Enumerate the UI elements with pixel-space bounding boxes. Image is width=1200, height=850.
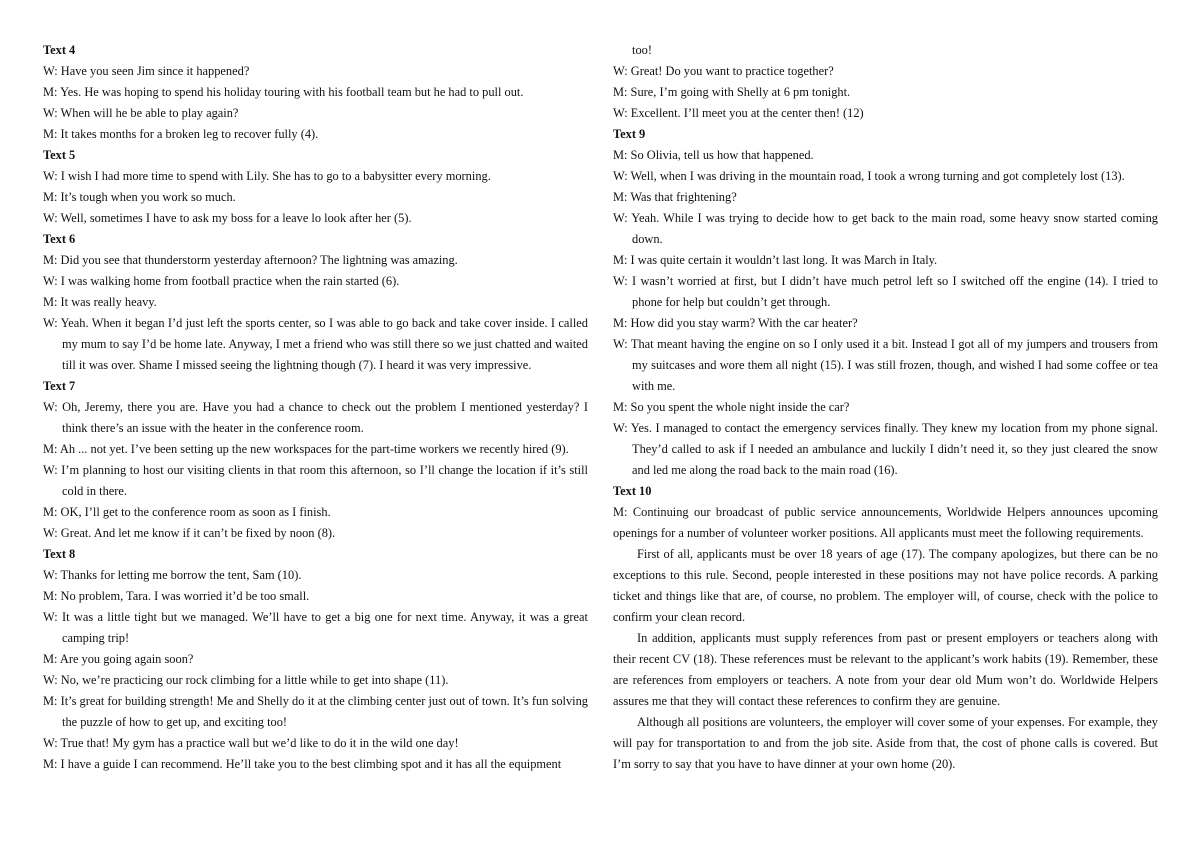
dialogue-line: W: I wasn’t worried at first, but I didn’t have much petrol left so I switched off the engine (14). I tried to phone for help but couldn’t get through. [613,274,1158,309]
dialogue-line: W: When will he be able to play again? [43,106,239,120]
section-heading: Text 9 [613,127,646,141]
dialogue-line: W: I wish I had more time to spend with Lily. She has to go to a babysitter every morning. [43,169,491,183]
dialogue-line: W: I’m planning to host our visiting clients in that room this afternoon, so I’ll change the location if it’s still cold in there. [43,463,588,498]
section-heading: Text 6 [43,232,76,246]
dialogue-line: M: I was quite certain it wouldn’t last long. It was March in Italy. [613,253,938,267]
dialogue-line: W: Well, when I was driving in the mountain road, I took a wrong turning and got completely lost (13). [613,169,1125,183]
dialogue-line: W: Excellent. I’ll meet you at the center then! (12) [613,106,864,120]
dialogue-line: W: I was walking home from football practice when the rain started (6). [43,274,400,288]
right-column [613,40,1158,775]
dialogue-line: M: So you spent the whole night inside the car? [613,400,850,414]
dialogue-line: W: It was a little tight but we managed. We’ll have to get a big one for next time. Anyway, it was a great camping trip! [43,610,588,645]
dialogue-line: M: OK, I’ll get to the conference room as soon as I finish. [43,505,331,519]
announcement-paragraph: In addition, applicants must supply references from past or present employers or teachers along with their recent CV (18). These references must be relevant to the applicant’s work habits (19). Remember, these are references from employers or teachers. A note from your dear old Mum won’t do. Worldwide Helpers assures me that they will contact these references to confirm they are genuine. [613,631,1158,708]
dialogue-line: M: Ah ... not yet. I’ve been setting up the new workspaces for the part-time workers we recently hired (9). [43,442,569,456]
dialogue-line: W: Great. And let me know if it can’t be fixed by noon (8). [43,526,336,540]
section-heading: Text 7 [43,379,76,393]
dialogue-line: W: True that! My gym has a practice wall but we’d like to do it in the wild one day! [43,736,459,750]
announcement-paragraph: Although all positions are volunteers, the employer will cover some of your expenses. For example, they will pay for transportation to and from the job site. Aside from that, the cost of phone calls is covered. But I’m sorry to say that you have to have dinner at your own home (20). [613,715,1158,771]
left-column [43,40,588,775]
dialogue-line: M: Yes. He was hoping to spend his holiday touring with his football team but he had to pull out. [43,85,524,99]
announcement-paragraph: M: Continuing our broadcast of public service announcements, Worldwide Helpers announces upcoming openings for a number of volunteer worker positions. All applicants must meet the following requirements. [613,505,1158,540]
dialogue-line: W: Thanks for letting me borrow the tent, Sam (10). [43,568,302,582]
dialogue-line: W: Oh, Jeremy, there you are. Have you had a chance to check out the problem I mentioned yesterday? I think there’s an issue with the heater in the conference room. [43,400,588,435]
section-heading: Text 8 [43,547,76,561]
dialogue-line: W: That meant having the engine on so I only used it a bit. Instead I got all of my jumpers and trousers from my suitcases and wore them all night (15). I was still frozen, though, and wished I had some coffee or tea with me. [613,337,1158,393]
dialogue-line: W: Well, sometimes I have to ask my boss for a leave lo look after her (5). [43,211,412,225]
dialogue-line: M: Are you going again soon? [43,652,194,666]
dialogue-line: M: It’s great for building strength! Me and Shelly do it at the climbing center just out of town. It’s fun solving the puzzle of how to get up, and exciting too! [43,694,588,729]
dialogue-line: W: Have you seen Jim since it happened? [43,64,250,78]
dialogue-line: M: It’s tough when you work so much. [43,190,236,204]
dialogue-line: M: So Olivia, tell us how that happened. [613,148,814,162]
dialogue-line: M: How did you stay warm? With the car heater? [613,316,858,330]
dialogue-line: M: I have a guide I can recommend. He’ll take you to the best climbing spot and it has all the equipment [43,757,562,771]
dialogue-line: M: Was that frightening? [613,190,737,204]
dialogue-continuation: too! [632,43,652,57]
dialogue-line: M: Sure, I’m going with Shelly at 6 pm tonight. [613,85,851,99]
dialogue-line: W: Great! Do you want to practice together? [613,64,834,78]
dialogue-line: W: Yes. I managed to contact the emergency services finally. They knew my location from my phone signal. They’d called to ask if I needed an ambulance and luckily I didn’t need it, so they just cleared the snow and led me along the road back to the main road (16). [613,421,1158,477]
dialogue-line: W: Yeah. When it began I’d just left the sports center, so I was able to go back and take cover inside. I called my mum to say I’d be home late. Anyway, I met a friend who was still there so we just chatted and waited till it was over. Shame I missed seeing the lightning though (7). I heard it was very impressive. [43,316,588,372]
dialogue-line: W: Yeah. While I was trying to decide how to get back to the main road, some heavy snow started coming down. [613,211,1158,246]
section-heading: Text 4 [43,43,76,57]
section-heading: Text 5 [43,148,76,162]
dialogue-line: M: Did you see that thunderstorm yesterday afternoon? The lightning was amazing. [43,253,458,267]
dialogue-line: M: It was really heavy. [43,295,157,309]
announcement-paragraph: First of all, applicants must be over 18 years of age (17). The company apologizes, but there can be no exceptions to this rule. Second, people interested in these positions may not have police records. A parking ticket and things like that are, of course, no problem. The employer will, of course, check with the police to confirm your clean record. [613,547,1158,624]
dialogue-line: W: No, we’re practicing our rock climbing for a little while to get into shape (11). [43,673,449,687]
dialogue-line: M: It takes months for a broken leg to recover fully (4). [43,127,319,141]
section-heading: Text 10 [613,484,652,498]
dialogue-line: M: No problem, Tara. I was worried it’d be too small. [43,589,310,603]
